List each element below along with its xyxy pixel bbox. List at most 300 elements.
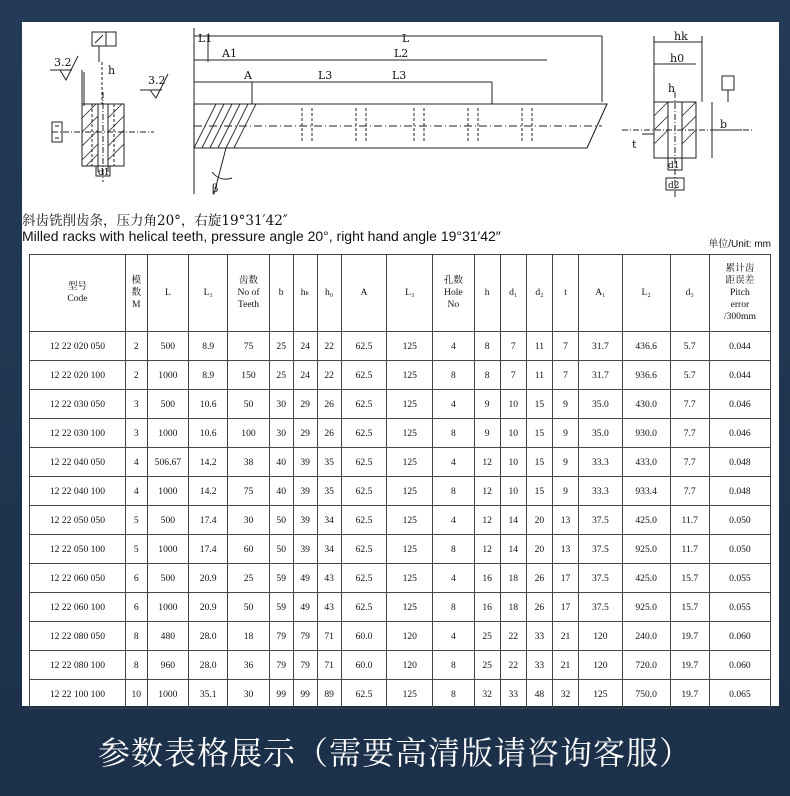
value-cell: 150 (228, 361, 269, 390)
value-cell: 34 (317, 535, 341, 564)
value-cell: 62.5 (341, 332, 387, 361)
value-cell: 0.044 (709, 332, 770, 361)
value-cell: 436.6 (622, 332, 670, 361)
value-cell: 125 (579, 680, 623, 709)
value-cell: 1000 (147, 680, 188, 709)
value-cell: 120 (387, 622, 433, 651)
header-text: A (360, 287, 368, 298)
spec-sheet (22, 22, 779, 706)
value-cell: 0.055 (709, 593, 770, 622)
value-cell: 925.0 (622, 593, 670, 622)
header-text: Pitch (730, 287, 750, 298)
value-cell: 125 (387, 680, 433, 709)
header-text: L (164, 287, 171, 298)
header-cell (387, 255, 433, 332)
value-cell: 0.048 (709, 477, 770, 506)
value-cell: 10.6 (189, 390, 228, 419)
value-cell: 29 (293, 419, 317, 448)
value-cell: 8 (433, 593, 474, 622)
header-cell (293, 255, 317, 332)
header-text: L₁ (203, 287, 213, 298)
dim-A1-label: A1 (222, 47, 237, 60)
value-cell: 3 (125, 390, 147, 419)
value-cell: 12 (474, 477, 500, 506)
header-text: 数 (131, 287, 142, 298)
header-text: L₂ (641, 287, 651, 298)
value-cell: 936.6 (622, 361, 670, 390)
header-cell (500, 255, 526, 332)
value-cell: 37.5 (579, 535, 623, 564)
value-cell: 62.5 (341, 506, 387, 535)
table-row (30, 680, 771, 709)
value-cell: 8 (433, 680, 474, 709)
dim-L-label: L (402, 32, 410, 45)
value-cell: 62.5 (341, 448, 387, 477)
value-cell: 31.7 (579, 332, 623, 361)
value-cell: 24 (293, 361, 317, 390)
value-cell: 240.0 (622, 622, 670, 651)
header-text: t (564, 287, 567, 298)
header-text: h₀ (325, 287, 334, 298)
value-cell: 0.050 (709, 506, 770, 535)
value-cell: 9 (552, 477, 578, 506)
value-cell: 750.0 (622, 680, 670, 709)
value-cell: 20.9 (189, 564, 228, 593)
value-cell: 925.0 (622, 535, 670, 564)
header-text: d₁ (509, 287, 518, 298)
value-cell: 43 (317, 564, 341, 593)
table-row (30, 448, 771, 477)
value-cell: 8.9 (189, 332, 228, 361)
value-cell: 500 (147, 506, 188, 535)
caption-chinese: 斜齿铣削齿条，压力角20°，右旋19°31′42″ (22, 213, 288, 229)
value-cell: 20.9 (189, 593, 228, 622)
header-text: Code (67, 293, 88, 304)
value-cell: 25 (228, 564, 269, 593)
value-cell: 37.5 (579, 506, 623, 535)
value-cell: 120 (387, 651, 433, 680)
dim-d1-label: d1 (668, 161, 680, 171)
dim-h-label: h (668, 82, 676, 95)
value-cell: 26 (317, 419, 341, 448)
value-cell: 9 (552, 448, 578, 477)
header-cell (622, 255, 670, 332)
header-text: Teeth (237, 299, 260, 310)
value-cell: 62.5 (341, 593, 387, 622)
value-cell: 4 (433, 564, 474, 593)
value-cell: 50 (228, 593, 269, 622)
value-cell: 1000 (147, 419, 188, 448)
table-row (30, 419, 771, 448)
value-cell: 7 (552, 332, 578, 361)
value-cell: 71 (317, 622, 341, 651)
dim-t-label: t (632, 138, 637, 151)
code-cell: 12 22 040 100 (30, 477, 126, 506)
table-row (30, 506, 771, 535)
value-cell: 0.060 (709, 622, 770, 651)
table-row (30, 332, 771, 361)
value-cell: 20 (526, 535, 552, 564)
value-cell: 4 (433, 622, 474, 651)
value-cell: 8 (433, 361, 474, 390)
value-cell: 62.5 (341, 680, 387, 709)
value-cell: 5 (125, 506, 147, 535)
code-cell: 12 22 040 050 (30, 448, 126, 477)
value-cell: 125 (387, 564, 433, 593)
value-cell: 8 (433, 651, 474, 680)
value-cell: 20 (526, 506, 552, 535)
dim-L3-label-2: L3 (392, 69, 407, 82)
value-cell: 14 (500, 535, 526, 564)
left-roughness-label-1: 3.2 (54, 56, 72, 69)
watermark: ​ (712, 84, 732, 120)
dim-A-label: A (244, 69, 252, 82)
value-cell: 33.3 (579, 477, 623, 506)
value-cell: 433.0 (622, 448, 670, 477)
value-cell: 19.7 (670, 622, 709, 651)
value-cell: 15 (526, 477, 552, 506)
value-cell: 12 (474, 506, 500, 535)
value-cell: 14 (500, 506, 526, 535)
table-row (30, 361, 771, 390)
value-cell: 37.5 (579, 593, 623, 622)
left-section-drawing (50, 32, 168, 182)
value-cell: 79 (293, 622, 317, 651)
table-row (30, 564, 771, 593)
value-cell: 35.0 (579, 419, 623, 448)
value-cell: 11 (526, 361, 552, 390)
value-cell: 43 (317, 593, 341, 622)
value-cell: 19.7 (670, 680, 709, 709)
value-cell: 933.4 (622, 477, 670, 506)
code-cell: 12 22 060 050 (30, 564, 126, 593)
value-cell: 7 (552, 361, 578, 390)
value-cell: 50 (269, 506, 293, 535)
value-cell: 9 (552, 390, 578, 419)
value-cell: 7 (500, 332, 526, 361)
dim-L3-label-1: L3 (318, 69, 333, 82)
value-cell: 125 (387, 535, 433, 564)
value-cell: 4 (125, 477, 147, 506)
header-cell (269, 255, 293, 332)
header-cell (552, 255, 578, 332)
value-cell: 36 (228, 651, 269, 680)
value-cell: 29 (293, 390, 317, 419)
value-cell: 5 (125, 535, 147, 564)
value-cell: 39 (293, 535, 317, 564)
value-cell: 10 (125, 680, 147, 709)
code-cell: 12 22 020 100 (30, 361, 126, 390)
value-cell: 59 (269, 564, 293, 593)
header-cell (189, 255, 228, 332)
value-cell: 0.060 (709, 651, 770, 680)
code-cell: 12 22 050 050 (30, 506, 126, 535)
value-cell: 35.1 (189, 680, 228, 709)
value-cell: 33 (526, 622, 552, 651)
left-d1-label: d1 (98, 168, 110, 178)
value-cell: 7 (500, 361, 526, 390)
table-row (30, 390, 771, 419)
value-cell: 18 (228, 622, 269, 651)
value-cell: 125 (387, 477, 433, 506)
value-cell: 32 (552, 680, 578, 709)
value-cell: 79 (293, 651, 317, 680)
code-cell: 12 22 080 100 (30, 651, 126, 680)
value-cell: 9 (474, 419, 500, 448)
header-text: 孔数 (443, 275, 463, 286)
code-cell: 12 22 030 100 (30, 419, 126, 448)
value-cell: 30 (269, 419, 293, 448)
dim-d2-label: d2 (668, 181, 680, 191)
header-text: hₖ (300, 287, 310, 298)
dim-L1-label: L1 (198, 32, 213, 45)
value-cell: 500 (147, 390, 188, 419)
value-cell: 4 (433, 448, 474, 477)
value-cell: 3 (125, 419, 147, 448)
header-text: /300mm (723, 311, 756, 322)
value-cell: 12 (474, 535, 500, 564)
value-cell: 4 (433, 390, 474, 419)
value-cell: 13 (552, 506, 578, 535)
value-cell: 100 (228, 419, 269, 448)
value-cell: 30 (228, 680, 269, 709)
value-cell: 62.5 (341, 419, 387, 448)
value-cell: 8 (433, 535, 474, 564)
value-cell: 22 (317, 361, 341, 390)
value-cell: 71 (317, 651, 341, 680)
header-cell (228, 255, 269, 332)
value-cell: 22 (500, 622, 526, 651)
dim-L2-label: L2 (394, 47, 409, 60)
value-cell: 425.0 (622, 506, 670, 535)
value-cell: 40 (269, 448, 293, 477)
value-cell: 15 (526, 390, 552, 419)
value-cell: 0.048 (709, 448, 770, 477)
code-cell: 12 22 100 100 (30, 680, 126, 709)
value-cell: 10 (500, 390, 526, 419)
value-cell: 25 (269, 361, 293, 390)
value-cell: 35.0 (579, 390, 623, 419)
value-cell: 960 (147, 651, 188, 680)
value-cell: 7.7 (670, 477, 709, 506)
value-cell: 17 (552, 564, 578, 593)
header-text: error (730, 299, 750, 310)
value-cell: 5.7 (670, 332, 709, 361)
header-text: 型号 (67, 281, 88, 292)
value-cell: 35 (317, 448, 341, 477)
value-cell: 50 (228, 390, 269, 419)
value-cell: 19.7 (670, 651, 709, 680)
value-cell: 30 (269, 390, 293, 419)
header-text: b (278, 287, 284, 298)
value-cell: 11.7 (670, 506, 709, 535)
value-cell: 49 (293, 564, 317, 593)
header-text: h (484, 287, 490, 298)
value-cell: 30 (228, 506, 269, 535)
value-cell: 7.7 (670, 419, 709, 448)
value-cell: 60 (228, 535, 269, 564)
value-cell: 0.046 (709, 419, 770, 448)
header-cell (579, 255, 623, 332)
value-cell: 7.7 (670, 390, 709, 419)
value-cell: 12 (474, 448, 500, 477)
value-cell: 1000 (147, 593, 188, 622)
bottom-banner (0, 706, 790, 796)
value-cell: 0.046 (709, 390, 770, 419)
value-cell: 9 (474, 390, 500, 419)
value-cell: 79 (269, 622, 293, 651)
value-cell: 125 (387, 506, 433, 535)
value-cell: 8 (433, 477, 474, 506)
table-row (30, 593, 771, 622)
value-cell: 11 (526, 332, 552, 361)
value-cell: 39 (293, 506, 317, 535)
value-cell: 125 (387, 390, 433, 419)
value-cell: 4 (125, 448, 147, 477)
value-cell: 33 (500, 680, 526, 709)
banner-text: 参数表格展示（需要高清版请咨询客服） (97, 734, 692, 772)
value-cell: 99 (293, 680, 317, 709)
value-cell: 4 (433, 332, 474, 361)
value-cell: 14.2 (189, 477, 228, 506)
dim-b-label: b (720, 118, 728, 131)
value-cell: 39 (293, 448, 317, 477)
value-cell: 62.5 (341, 564, 387, 593)
value-cell: 39 (293, 477, 317, 506)
value-cell: 125 (387, 419, 433, 448)
value-cell: 480 (147, 622, 188, 651)
left-roughness-label-2: 3.2 (148, 74, 166, 87)
left-h-label: h (108, 64, 116, 77)
value-cell: 16 (474, 564, 500, 593)
value-cell: 33.3 (579, 448, 623, 477)
value-cell: 9 (552, 419, 578, 448)
dim-h0-label: h0 (670, 52, 685, 65)
value-cell: 35 (317, 477, 341, 506)
table-row (30, 622, 771, 651)
value-cell: 17 (552, 593, 578, 622)
value-cell: 21 (552, 651, 578, 680)
value-cell: 125 (387, 448, 433, 477)
header-text: d₃ (685, 287, 694, 298)
value-cell: 15 (526, 448, 552, 477)
value-cell: 21 (552, 622, 578, 651)
code-cell: 12 22 080 050 (30, 622, 126, 651)
value-cell: 500 (147, 332, 188, 361)
header-text: M (132, 299, 141, 310)
value-cell: 75 (228, 332, 269, 361)
value-cell: 28.0 (189, 622, 228, 651)
value-cell: 506.67 (147, 448, 188, 477)
header-cell (317, 255, 341, 332)
value-cell: 22 (317, 332, 341, 361)
value-cell: 125 (387, 332, 433, 361)
value-cell: 125 (387, 593, 433, 622)
value-cell: 37.5 (579, 564, 623, 593)
value-cell: 26 (526, 564, 552, 593)
header-cell (341, 255, 387, 332)
value-cell: 22 (500, 651, 526, 680)
value-cell: 18 (500, 564, 526, 593)
header-text: d₂ (535, 287, 544, 298)
value-cell: 930.0 (622, 419, 670, 448)
code-cell: 12 22 060 100 (30, 593, 126, 622)
value-cell: 430.0 (622, 390, 670, 419)
value-cell: 15.7 (670, 593, 709, 622)
value-cell: 1000 (147, 361, 188, 390)
spec-table-body (30, 332, 771, 709)
unit-label: 单位/Unit: mm (708, 239, 771, 250)
value-cell: 99 (269, 680, 293, 709)
value-cell: 60.0 (341, 651, 387, 680)
header-cell (709, 255, 770, 332)
rack-side-drawing (194, 28, 607, 195)
value-cell: 8 (474, 361, 500, 390)
value-cell: 120 (579, 651, 623, 680)
value-cell: 11.7 (670, 535, 709, 564)
value-cell: 720.0 (622, 651, 670, 680)
header-text: 距误差 (725, 275, 755, 286)
value-cell: 18 (500, 593, 526, 622)
value-cell: 26 (317, 390, 341, 419)
value-cell: 425.0 (622, 564, 670, 593)
value-cell: 62.5 (341, 361, 387, 390)
value-cell: 6 (125, 564, 147, 593)
header-cell (147, 255, 188, 332)
value-cell: 48 (526, 680, 552, 709)
value-cell: 40 (269, 477, 293, 506)
technical-drawings (22, 22, 779, 212)
value-cell: 62.5 (341, 535, 387, 564)
code-cell: 12 22 050 100 (30, 535, 126, 564)
caption-english: Milled racks with helical teeth, pressure angle 20°, right hand angle 19°31′42″ (22, 228, 501, 244)
value-cell: 25 (474, 651, 500, 680)
value-cell: 34 (317, 506, 341, 535)
right-end-drawing (622, 30, 752, 198)
value-cell: 15.7 (670, 564, 709, 593)
value-cell: 13 (552, 535, 578, 564)
value-cell: 75 (228, 477, 269, 506)
spec-table (29, 254, 771, 709)
header-cell (30, 255, 126, 332)
value-cell: 38 (228, 448, 269, 477)
dim-hk-label: hk (674, 30, 688, 43)
value-cell: 8 (433, 419, 474, 448)
value-cell: 60.0 (341, 622, 387, 651)
beta-label: β (212, 182, 219, 195)
value-cell: 0.050 (709, 535, 770, 564)
header-cell (670, 255, 709, 332)
value-cell: 1000 (147, 477, 188, 506)
value-cell: 10 (500, 419, 526, 448)
value-cell: 24 (293, 332, 317, 361)
value-cell: 16 (474, 593, 500, 622)
value-cell: 500 (147, 564, 188, 593)
value-cell: 0.065 (709, 680, 770, 709)
header-text: 模 (131, 275, 142, 286)
value-cell: 14.2 (189, 448, 228, 477)
value-cell: 33 (526, 651, 552, 680)
value-cell: 8.9 (189, 361, 228, 390)
value-cell: 1000 (147, 535, 188, 564)
value-cell: 89 (317, 680, 341, 709)
value-cell: 25 (269, 332, 293, 361)
value-cell: 31.7 (579, 361, 623, 390)
table-row (30, 535, 771, 564)
header-text: L₃ (405, 287, 415, 298)
value-cell: 8 (474, 332, 500, 361)
value-cell: 10 (500, 477, 526, 506)
